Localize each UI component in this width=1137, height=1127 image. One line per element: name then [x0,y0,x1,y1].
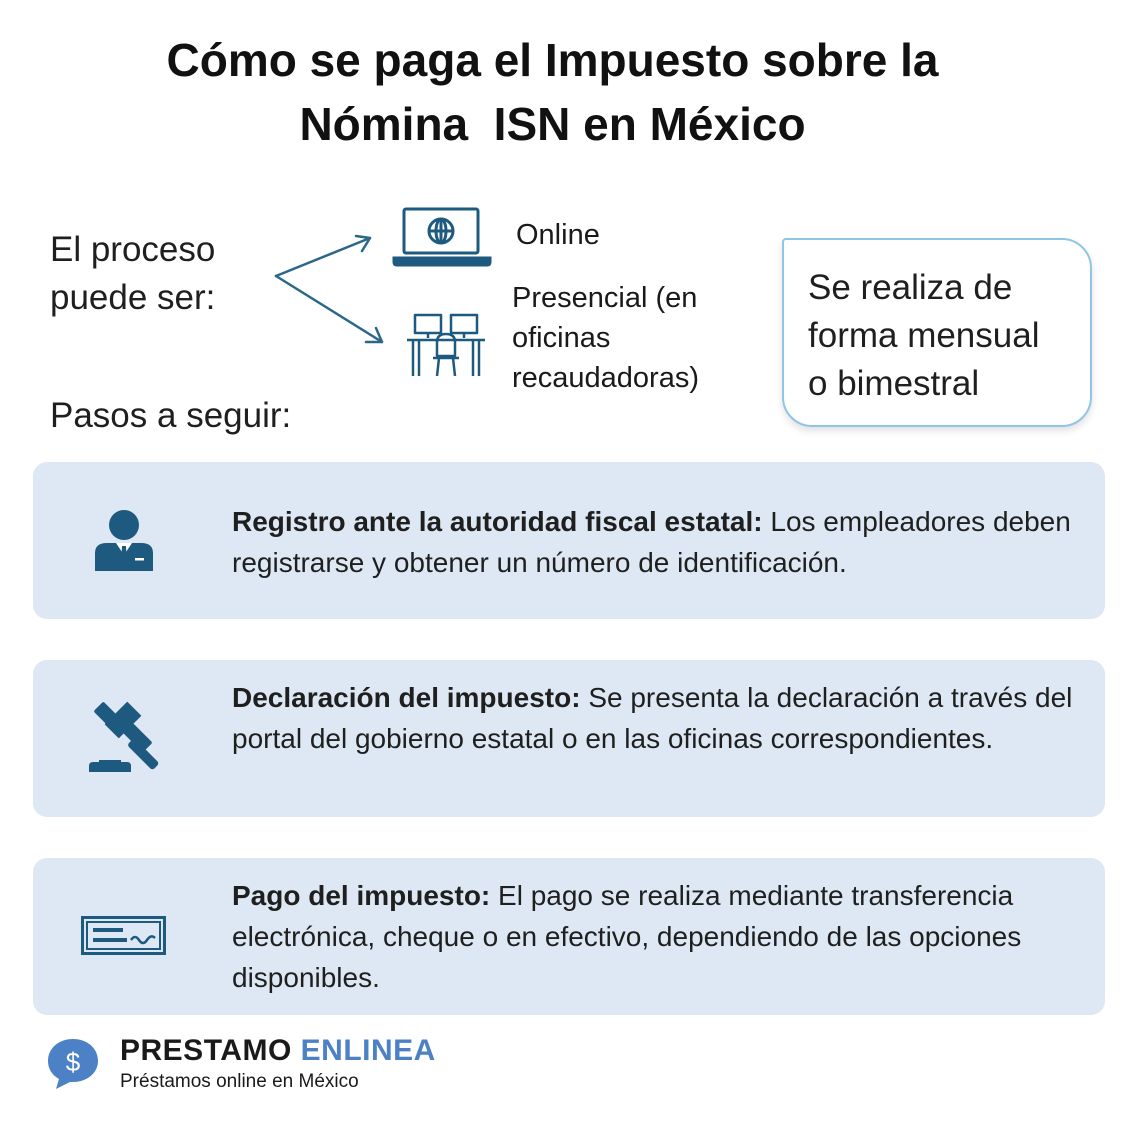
option-presencial [512,278,752,398]
office-desk-icon [405,312,487,380]
step-text-pago [232,875,1097,998]
dollar-chat-icon [46,1036,102,1092]
gavel-icon [85,700,165,776]
frequency-line-2: forma mensual [808,316,1040,355]
option-presencial-line-3: recaudadoras) [512,362,699,394]
process-label-line-1: El proceso [50,230,216,269]
frequency-line-1: Se realiza de [808,268,1013,307]
title-line-1: Cómo se paga el Impuesto sobre la [166,34,939,86]
brand-name-part-1: PRESTAMO [120,1034,292,1067]
step-card-declaracion [33,660,1105,817]
arrow-to-presencial [276,276,382,342]
laptop-globe-icon [392,206,492,268]
title-line-2: Nómina ISN en México [299,98,806,150]
frequency-line-3: o bimestral [808,364,980,403]
brand-name-part-2: ENLINEA [300,1034,436,1067]
process-label [50,226,215,322]
option-presencial-line-1: Presencial (en [512,282,698,314]
step-body-registro: Los empleadores deben registrarse y obtener un número de identificación. [232,506,1071,578]
step-body-pago: El pago se realiza mediante transferencia electrónica, cheque o en efectivo, dependiendo de las opciones disponibles. [232,880,1022,993]
businessman-icon [93,509,157,575]
option-presencial-line-2: oficinas [512,322,611,354]
step-body-declaracion: Se presenta la declaración a través del portal del gobierno estatal o en las oficinas correspondientes. [232,682,1073,754]
brand-tagline: Préstamos online en México [120,1071,359,1092]
branch-arrows [268,228,393,353]
step-title-registro: Registro ante la autoridad fiscal estatal: [232,506,763,537]
step-card-pago [33,858,1105,1015]
process-label-line-2: puede ser: [50,278,216,317]
arrow-to-online [276,238,370,276]
page-title [0,28,1105,156]
step-title-declaracion: Declaración del impuesto: [232,682,581,713]
check-payment-icon [81,916,167,956]
step-text-declaracion [232,677,1097,759]
option-online: Online [516,219,600,251]
step-title-pago: Pago del impuesto: [232,880,491,911]
step-text-registro [232,501,1097,583]
brand-name [120,1034,436,1068]
svg-text:$: $ [65,1047,81,1077]
step-card-registro [33,462,1105,619]
frequency-box [782,238,1092,427]
steps-heading: Pasos a seguir: [50,396,292,435]
